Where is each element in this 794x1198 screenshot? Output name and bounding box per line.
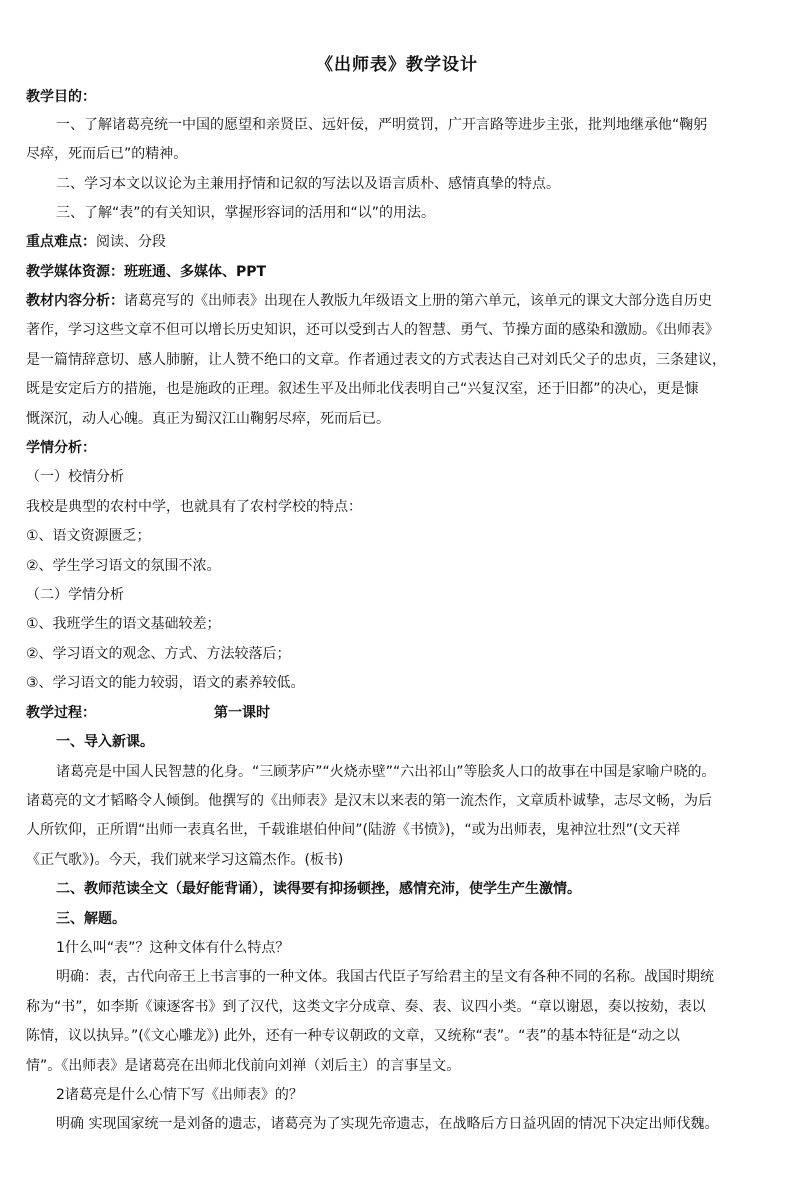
school-analysis-heading: （一）校情分析 [26, 469, 124, 485]
content-analysis-line-5: 慨深沉，动人心魄。真正为蜀汉江山鞠躬尽瘁，死而后已。 [26, 411, 390, 427]
objective-2: 二、学习本文以议论为主兼用抒情和记叙的写法以及语言质朴、感情真挚的特点。 [56, 176, 560, 192]
key-points [26, 232, 778, 252]
teaching-process [26, 703, 778, 723]
student-analysis-item-3: ③、学习语文的能力较弱，语文的素养较低。 [26, 675, 305, 691]
answer-1-line-1: 明确：表，古代向帝王上书言事的一种文体。我国古代臣子写给君主的呈文有各种不同的名称。战国时期统 [56, 969, 714, 985]
content-analysis-text: 诸葛亮写的《出师表》出现在人教版九年级语文上册的第六单元，该单元的课文大部分选自历史 [124, 293, 712, 309]
media-resources: 教学媒体资源：班班通、多媒体、PPT [26, 264, 267, 280]
step-1-heading: 一、导入新课。 [56, 734, 154, 750]
intro-line-3: 人所钦仰，正所谓“出师一表真名世，千载谁堪伯仲间”(陆游《书愤》)，“或为出师表，鬼神泣壮烈”(文天祥 [26, 822, 681, 838]
lesson-label: 第一课时 [214, 705, 270, 721]
objectives-heading: 教学目的： [26, 89, 96, 105]
answer-1-line-4: 情”。《出师表》是诸葛亮在出师北伐前向刘禅（刘后主）的言事呈文。 [26, 1058, 461, 1074]
student-analysis-item-1: ①、我班学生的语文基础较差； [26, 616, 221, 632]
intro-line-1: 诸葛亮是中国人民智慧的化身。“三顾茅庐”“火烧赤壁”“六出祁山”等脍炙人口的故事在中国是家喻户晓的。 [56, 764, 716, 780]
objective-1-line-1: 一、了解诸葛亮统一中国的愿望和亲贤臣、远奸佞，严明赏罚，广开言路等进步主张，批判地继承他“鞠躬 [56, 117, 708, 133]
question-2: 2诸葛亮是什么心情下写《出师表》的？ [56, 1087, 303, 1103]
key-points-text: 阅读、分段 [96, 234, 166, 250]
school-analysis-intro: 我校是典型的农村中学，也就具有了农村学校的特点： [26, 499, 362, 515]
student-analysis-heading: （二）学情分析 [26, 587, 124, 603]
objective-1-line-2: 尽瘁，死而后已”的精神。 [26, 146, 188, 162]
content-analysis-line-1 [26, 291, 778, 311]
step-3-heading: 三、解题。 [56, 911, 126, 927]
teaching-process-label: 教学过程： [26, 705, 96, 721]
answer-2-line-1: 明确 实现国家统一是刘备的遗志，诸葛亮为了实现先帝遗志，在战略后方日益巩固的情况下决定出师伐魏。 [56, 1116, 719, 1132]
content-analysis-label: 教材内容分析： [26, 293, 124, 309]
step-2-heading: 二、教师范读全文（最好能背诵），读得要有抑扬顿挫，感情充沛，使学生产生激情。 [56, 881, 581, 897]
content-analysis-line-3: 是一篇情辞意切、感人肺腑，让人赞不绝口的文章。作者通过表文的方式表达自己对刘氏父子的忠贞，三条建议， [26, 352, 726, 368]
answer-1-line-2: 称为“书”，如李斯《谏逐客书》到了汉代，这类文字分成章、奏、表、议四小类。“章以谢恩，奏以按劾，表以 [26, 999, 706, 1015]
intro-line-4: 《正气歌》)。今天，我们就来学习这篇杰作。(板书) [26, 852, 344, 868]
objective-3: 三、了解“表”的有关知识，掌握形容词的活用和“以”的用法。 [56, 205, 436, 221]
student-analysis-item-2: ②、学习语文的观念、方式、方法较落后； [26, 646, 291, 662]
intro-line-2: 诸葛亮的文才韬略令人倾倒。他撰写的《出师表》是汉末以来表的第一流杰作，文章质朴诚挚，志尽文畅，为后 [26, 793, 712, 809]
question-1: 1什么叫“表”？这种文体有什么特点？ [56, 940, 290, 956]
school-analysis-item-2: ②、学生学习语文的氛围不浓。 [26, 558, 221, 574]
key-points-label: 重点难点： [26, 234, 96, 250]
answer-1-line-3: 陈情，议以执异。”(《文心雕龙》) 此外，还有一种专议朝政的文章，又统称“表”。“表”的基本特征是“动之以 [26, 1028, 680, 1044]
content-analysis-line-4: 既是安定后方的措施，也是施政的正理。叙述生平及出师北伐表明自己“兴复汉室，还于旧都”的决心，更是慷 [26, 381, 699, 397]
document-title: 《出师表》教学设计 [316, 55, 478, 75]
analysis-heading: 学情分析： [26, 440, 96, 456]
school-analysis-item-1: ①、语文资源匮乏； [26, 528, 151, 544]
content-analysis-line-2: 著作，学习这些文章不但可以增长历史知识，还可以受到古人的智慧、勇气、节操方面的感染和激励。《出师表》 [26, 322, 719, 338]
